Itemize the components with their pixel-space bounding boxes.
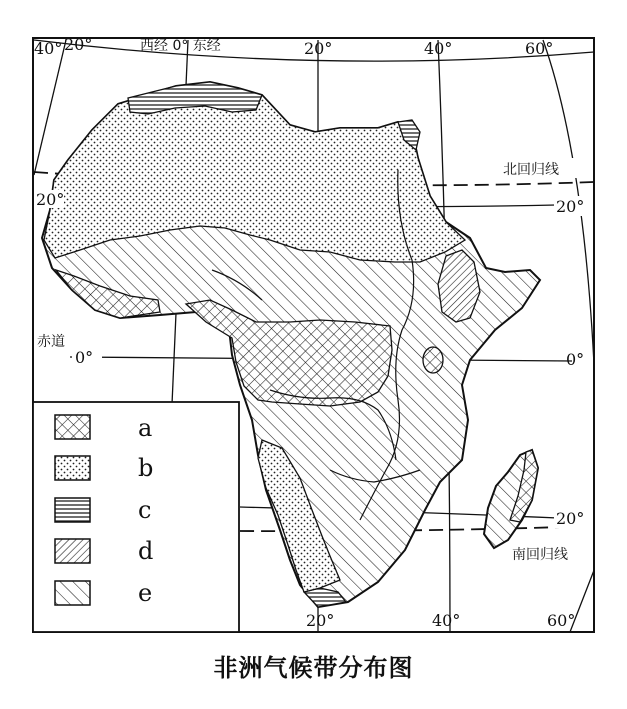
lon-e40: 40°: [424, 39, 453, 58]
lon-bottom-e40: 40°: [432, 611, 461, 630]
lat-s20-right: 20°: [556, 509, 585, 528]
tropic-cancer-label: 北回归线: [503, 162, 559, 178]
lon-labels-bottom: [306, 611, 575, 630]
lon-e20: 20°: [304, 39, 333, 58]
lon-center: 西经 0° 东经: [140, 38, 221, 54]
svg-text:e: e: [138, 579, 153, 607]
map-caption: 非洲气候带分布图: [213, 654, 414, 682]
svg-text:a: a: [138, 414, 153, 442]
equator-name: 赤道: [37, 334, 65, 350]
lat-n20-right: 20°: [556, 197, 585, 216]
lon-bottom-e60: 60°: [547, 611, 576, 630]
lon-w20: 20°: [64, 35, 93, 54]
svg-text:d: d: [138, 537, 154, 565]
svg-text:c: c: [138, 496, 152, 524]
lat-n20-left: 20°: [36, 190, 65, 209]
svg-text:b: b: [138, 454, 154, 482]
tropic-capricorn-label: 南回归线: [512, 547, 568, 563]
madagascar: [484, 450, 538, 548]
lat-eq-left: 0°: [75, 348, 94, 367]
lon-w40: 40°: [34, 39, 63, 58]
zone-a-east-small: [423, 347, 443, 373]
lat-eq-right: 0°: [566, 350, 585, 369]
legend: [33, 402, 239, 632]
lon-bottom-e20: 20°: [306, 611, 335, 630]
lon-e60: 60°: [525, 39, 554, 58]
